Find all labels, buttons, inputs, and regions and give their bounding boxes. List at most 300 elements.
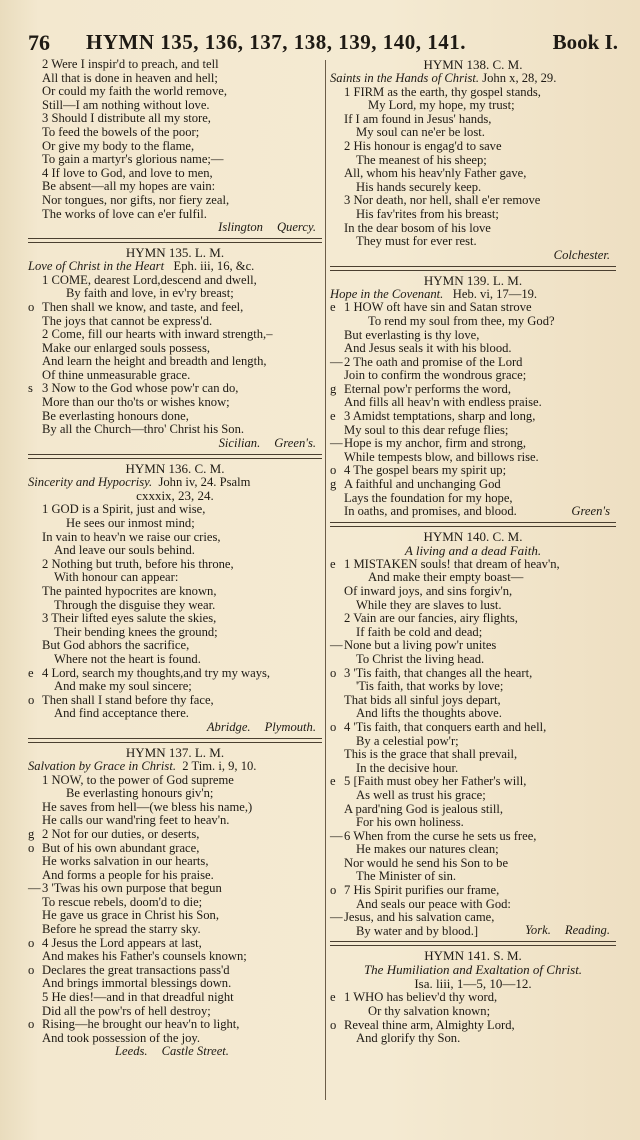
dynamic-mark: e — [330, 774, 336, 789]
hymn-divider — [28, 454, 322, 459]
verse-line — [330, 315, 616, 329]
dynamic-mark: g — [28, 826, 35, 841]
verse-text: By water and by blood.] — [356, 923, 479, 938]
verse-text: Did all the pow'rs of hell destroy; — [42, 1003, 211, 1018]
verse-text: He saves from hell—(we bless his name,) — [42, 799, 253, 814]
verse-line — [330, 86, 616, 100]
verse-text: If faith be cold and dead; — [356, 624, 483, 639]
verse-text: And Jesus seals it with his blood. — [344, 341, 512, 356]
verse-text: For his own holiness. — [356, 815, 464, 830]
verse-text: In vain to heav'n we raise our cries, — [42, 529, 221, 544]
verse-text: And find acceptance there. — [54, 706, 189, 721]
verse-line — [330, 208, 616, 222]
verse-text: And makes his Father's counsels known; — [42, 949, 247, 964]
verse-text: Or thy salvation known; — [368, 1004, 491, 1019]
scripture-ref: 2 Tim. i, 9, 10. — [182, 758, 257, 773]
verse-text: Of thine unmeasurable grace. — [42, 367, 191, 382]
verse-text: 3 Nor death, nor hell, shall e'er remove — [344, 193, 541, 208]
verse-text: Or give my body to the flame, — [42, 138, 195, 153]
verse-text: Of inward joys, and sins forgiv'n, — [344, 584, 513, 598]
verse-text: 5 He dies!—and in that dreadful night — [42, 990, 234, 1005]
tune-name: Plymouth. — [264, 719, 316, 734]
scripture-ref: Isa. liii, 1—5, 10—12. — [414, 976, 532, 992]
verse-text: They must for ever rest. — [356, 234, 477, 249]
page-header — [28, 30, 618, 56]
hymn-subject-line — [28, 760, 322, 774]
hymn-subject: Love of Christ in the Heart — [28, 259, 165, 274]
verse-text: With honour can appear: — [54, 570, 179, 585]
verse-text: 3 Amidst temptations, sharp and long, — [344, 409, 536, 424]
verse-text: Reveal thine arm, Almighty Lord, — [344, 1017, 515, 1032]
verse-line — [28, 558, 322, 572]
verse-line — [330, 235, 616, 249]
verse-line — [28, 85, 322, 99]
verse-line — [28, 653, 322, 667]
verse-line — [330, 396, 616, 410]
verse-text: To feed the bowels of the poor; — [42, 124, 200, 139]
verse-line — [330, 478, 616, 492]
verse-line — [28, 680, 322, 694]
hymn-subject: The Humiliation and Exaltation of Christ. — [363, 962, 583, 978]
verse-line — [330, 451, 616, 465]
tune-names-137 — [28, 1045, 322, 1059]
verse-text: And took possession of the joy. — [42, 1030, 200, 1045]
tune-name: Reading. — [564, 923, 610, 938]
verse-text: To gain a martyr's glorious name;— — [42, 152, 224, 167]
verse-text: But God abhors the sacrifice, — [42, 638, 190, 653]
book-label: Book I. — [552, 30, 618, 54]
verse-text: 4 'Tis faith, that conquers earth and hell, — [344, 719, 547, 734]
verse-text: To rescue rebels, doom'd to die; — [42, 894, 203, 909]
verse-line — [28, 964, 322, 978]
hymn-divider — [330, 266, 616, 271]
right-column — [330, 58, 616, 1046]
hymn-136 — [28, 462, 322, 735]
verse-line — [28, 937, 322, 951]
tune-name: Quercy. — [276, 220, 316, 235]
verse-line — [330, 991, 616, 1005]
verse-text: All, whom his heav'nly Father gave, — [344, 166, 527, 181]
verse-text: He works salvation in our hearts, — [42, 854, 209, 869]
verse-line — [330, 492, 616, 506]
hymn-verses — [330, 301, 616, 519]
verse-line — [330, 222, 616, 236]
dynamic-mark: o — [28, 299, 35, 314]
verse-line — [28, 301, 322, 315]
verse-text: 'Tis faith, that works by love; — [356, 679, 504, 694]
verse-text: 2 Come, fill our hearts with inward strength,– — [42, 327, 273, 342]
verse-line — [28, 544, 322, 558]
dynamic-mark: e — [330, 990, 336, 1005]
hymn-subject: Hope in the Covenant. — [330, 286, 444, 301]
verse-text: 2 Vain are our fancies, airy flights, — [344, 611, 518, 626]
left-column — [28, 58, 322, 1059]
verse-line — [28, 274, 322, 288]
verse-line — [330, 911, 616, 925]
verse-line — [330, 1005, 616, 1019]
verse-text: To rend my soul from thee, my God? — [368, 313, 555, 328]
verse-line — [330, 884, 616, 898]
verse-text: And lifts the thoughts above. — [356, 706, 502, 721]
hymn-subject: Saints in the Hands of Christ. — [330, 71, 480, 85]
scripture-ref-cont: cxxxix, 23, 24. — [136, 488, 214, 504]
verse-text: Eternal pow'r performs the word, — [344, 381, 511, 396]
verse-text: 2 Nothing but truth, before his throne, — [42, 556, 234, 571]
tune-name: York. — [525, 923, 551, 938]
hymn-heading: HYMN 137. L. M. — [125, 744, 225, 760]
verse-line — [330, 803, 616, 817]
verse-line — [28, 423, 322, 437]
verse-text: 4 If love to God, and love to men, — [42, 165, 213, 180]
verse-text: That bids all sinful joys depart, — [344, 692, 501, 707]
verse-line — [28, 328, 322, 342]
verse-line — [28, 72, 322, 86]
hymn-subject: A living and a dead Faith. — [404, 542, 542, 558]
verse-line — [28, 517, 322, 531]
verse-line — [28, 977, 322, 991]
verse-text: Or could my faith the world remove, — [42, 84, 228, 99]
verse-line — [330, 680, 616, 694]
tune-names-134 — [28, 221, 322, 235]
verse-text: But everlasting is thy love, — [344, 327, 480, 342]
dynamic-mark: e — [330, 409, 336, 424]
verse-text: Through the disguise they wear. — [54, 597, 216, 612]
verse-line — [330, 558, 616, 572]
dynamic-mark: — — [330, 638, 343, 653]
verse-text: If I am found in Jesus' hands, — [344, 111, 492, 126]
verse-text: 1 MISTAKEN souls! that dream of heav'n, — [344, 556, 560, 571]
verse-line — [330, 925, 616, 939]
verse-line — [28, 153, 322, 167]
dynamic-mark: — — [330, 354, 343, 369]
verse-text: 4 Lord, search my thoughts,and try my ways, — [42, 665, 271, 680]
verse-line — [28, 991, 322, 1005]
dynamic-mark: g — [330, 381, 337, 396]
verse-line — [28, 909, 322, 923]
hymn-135 — [28, 246, 322, 451]
verse-text: By all the Church—thro' Christ his Son. — [42, 422, 245, 437]
verse-line — [28, 342, 322, 356]
tune-names-136 — [28, 721, 322, 735]
tune-name: Green's. — [274, 435, 316, 450]
verse-text: By faith and love, in ev'ry breast; — [66, 286, 234, 301]
verse-line — [28, 801, 322, 815]
verse-text: His hands securely keep. — [356, 179, 482, 194]
verse-line — [28, 1018, 322, 1032]
verse-text: Rising—he brought our heav'n to light, — [42, 1017, 240, 1032]
dynamic-mark: o — [330, 665, 337, 680]
verse-line — [330, 424, 616, 438]
verse-line — [28, 585, 322, 599]
dynamic-mark: s — [28, 381, 33, 396]
verse-line — [28, 571, 322, 585]
verse-line — [28, 315, 322, 329]
dynamic-mark: — — [28, 881, 41, 896]
verse-text: To Christ the living head. — [356, 651, 485, 666]
verse-line — [28, 626, 322, 640]
verse-line — [28, 208, 322, 222]
verse-text: 1 WHO has believ'd thy word, — [344, 990, 498, 1005]
verse-text: Jesus, and his salvation came, — [344, 910, 495, 925]
verse-line — [330, 735, 616, 749]
verse-text: Be everlasting honours giv'n; — [66, 786, 214, 801]
verse-line — [28, 503, 322, 517]
dynamic-mark: — — [330, 828, 343, 843]
verse-text: In oaths, and promises, and blood. — [344, 504, 517, 519]
verse-text: 3 Should I distribute all my store, — [42, 111, 211, 126]
verse-line — [28, 896, 322, 910]
verse-line — [28, 1032, 322, 1046]
verse-text: A pard'ning God is jealous still, — [344, 801, 503, 816]
verse-line — [28, 382, 322, 396]
dynamic-mark: o — [330, 883, 337, 898]
dynamic-mark: e — [330, 556, 336, 571]
verse-text: While they are slaves to lust. — [356, 597, 502, 612]
verse-text: He makes our natures clean; — [356, 842, 499, 857]
verse-line — [330, 342, 616, 356]
verse-text: Before he spread the starry sky. — [42, 922, 201, 937]
hymn-verses — [330, 991, 616, 1045]
tune-name: Green's — [571, 503, 610, 518]
running-title: HYMN 135, 136, 137, 138, 139, 140, 141. — [86, 30, 466, 54]
verse-text: Be everlasting honours done, — [42, 408, 189, 423]
verse-text: The works of love can e'er fulfil. — [42, 206, 207, 221]
hymn-heading: HYMN 138. C. M. — [423, 57, 523, 72]
verse-text: Their bending knees the ground; — [54, 624, 218, 639]
verse-text: 1 HOW oft have sin and Satan strove — [344, 300, 532, 315]
hymn-divider — [28, 738, 322, 743]
verse-line — [330, 1032, 616, 1046]
verse-text: And leave our souls behind. — [54, 543, 195, 558]
verse-text: 1 NOW, to the power of God supreme — [42, 772, 234, 787]
verse-line — [330, 181, 616, 195]
verse-text: Nor tongues, nor gifts, nor fiery zeal, — [42, 192, 230, 207]
hymn-divider — [330, 522, 616, 527]
verse-text: 2 Not for our duties, or deserts, — [42, 826, 200, 841]
hymn-141 — [330, 949, 616, 1045]
hymn-subject: Sincerity and Hypocrisy. — [28, 474, 153, 489]
verse-text: The meanest of his sheep; — [356, 152, 487, 167]
dynamic-mark: o — [330, 719, 337, 734]
verse-text: None but a living pow'r unites — [344, 638, 497, 653]
verse-line — [330, 167, 616, 181]
verse-text: 3 'Tis faith, that changes all the heart, — [344, 665, 533, 680]
verse-text: As well as trust his grace; — [356, 787, 486, 802]
verse-text: Then shall I stand before thy face, — [42, 692, 214, 707]
hymn-verses — [28, 774, 322, 1046]
verse-text: Join to confirm the wondrous grace; — [344, 368, 527, 383]
verse-text: Where not the heart is found. — [54, 651, 201, 666]
verse-line — [330, 612, 616, 626]
tune-name: Islington — [218, 220, 263, 235]
verse-line — [330, 1019, 616, 1033]
verse-text: And glorify thy Son. — [356, 1031, 461, 1046]
verse-line — [28, 194, 322, 208]
verse-text: 4 The gospel bears my spirit up; — [344, 463, 507, 478]
hymn-heading: HYMN 141. S. M. — [424, 948, 522, 964]
verse-text: 1 GOD is a Spirit, just and wise, — [42, 502, 206, 517]
verse-line — [330, 843, 616, 857]
tune-names-138 — [330, 249, 616, 263]
verse-text: He gave us grace in Christ his Son, — [42, 908, 219, 923]
verse-text: This is the grace that shall prevail, — [344, 747, 518, 762]
verse-line — [330, 762, 616, 776]
scripture-ref: Eph. iii, 16, &c. — [173, 259, 255, 274]
verse-text: And fills all heav'n with endless praise. — [344, 395, 542, 410]
verse-line — [330, 571, 616, 585]
verse-text: And make my soul sincere; — [54, 679, 192, 694]
dynamic-mark: — — [330, 436, 343, 451]
dynamic-mark: e — [330, 300, 336, 315]
verse-line — [330, 585, 616, 599]
hymn-heading: HYMN 140. C. M. — [423, 528, 523, 544]
verse-text: But of his own abundant grace, — [42, 840, 200, 855]
verse-line — [330, 639, 616, 653]
verse-text: 5 [Faith must obey her Father's will, — [344, 774, 527, 789]
verse-line — [28, 707, 322, 721]
verse-line — [330, 140, 616, 154]
scripture-ref: John x, 28, 29. — [482, 71, 557, 85]
verse-text: He calls our wand'ring feet to heav'n. — [42, 813, 230, 828]
verse-text: The Minister of sin. — [356, 869, 457, 884]
verse-line — [330, 194, 616, 208]
tune-name: Abridge. — [206, 719, 251, 734]
verse-text: Nor would he send his Son to be — [344, 855, 509, 870]
verse-text: 7 His Spirit purifies our frame, — [344, 883, 500, 898]
dynamic-mark: o — [28, 840, 35, 855]
verse-line — [28, 787, 322, 801]
hymn-heading: HYMN 139. L. M. — [423, 272, 523, 288]
verse-text: In the decisive hour. — [356, 760, 459, 775]
verse-line — [330, 667, 616, 681]
verse-text: In the dear bosom of his love — [344, 220, 491, 235]
dynamic-mark: o — [330, 463, 337, 478]
verse-text: Still—I am nothing without love. — [42, 97, 210, 112]
verse-line — [28, 828, 322, 842]
verse-text: My Lord, my hope, my trust; — [368, 98, 515, 113]
verse-line — [330, 599, 616, 613]
verse-line — [330, 748, 616, 762]
verse-text: And make their empty boast— — [368, 570, 524, 585]
verse-text: 4 Jesus the Lord appears at last, — [42, 935, 202, 950]
hymn-subject: Salvation by Grace in Christ. — [28, 758, 176, 773]
column-divider — [325, 60, 326, 1100]
verse-line — [330, 789, 616, 803]
verse-line — [330, 154, 616, 168]
verse-line — [28, 814, 322, 828]
verse-line — [330, 626, 616, 640]
dynamic-mark: o — [330, 1017, 337, 1032]
verse-line — [330, 870, 616, 884]
verse-text: And forms a people for his praise. — [42, 867, 214, 882]
verse-text: Be absent—all my hopes are vain: — [42, 179, 216, 194]
verse-text: The joys that cannot be express'd. — [42, 313, 213, 328]
verse-text: 1 COME, dearest Lord,descend and dwell, — [42, 272, 257, 287]
dynamic-mark: g — [330, 477, 337, 492]
verse-line — [28, 355, 322, 369]
verse-text: The painted hypocrites are known, — [42, 584, 217, 598]
verse-text: My soul to this dear refuge flies; — [344, 422, 509, 437]
verse-text: Make our enlarged souls possess, — [42, 340, 211, 355]
verse-text: His fav'rites from his breast; — [356, 206, 499, 221]
verse-text: And brings immortal blessings down. — [42, 976, 232, 991]
hymn-subject-line — [330, 72, 616, 86]
verse-line — [330, 369, 616, 383]
verse-line — [330, 437, 616, 451]
verse-text: All that is done in heaven and hell; — [42, 70, 218, 85]
verse-line — [28, 369, 322, 383]
verse-line — [28, 126, 322, 140]
verse-line — [330, 329, 616, 343]
verse-line — [330, 707, 616, 721]
verse-text: 2 Were I inspir'd to preach, and tell — [42, 57, 219, 71]
verse-line — [330, 830, 616, 844]
page-number: 76 — [28, 30, 50, 55]
tune-name: Sicilian. — [218, 435, 261, 450]
verse-line — [28, 287, 322, 301]
hymn-heading: HYMN 136. C. M. — [125, 460, 225, 476]
scripture-ref: John iv, 24. Psalm — [158, 474, 251, 489]
hymn-134-continuation — [28, 58, 322, 221]
tune-names-135 — [28, 437, 322, 451]
hymn-divider — [28, 238, 322, 243]
verse-text: Lays the foundation for my hope, — [344, 490, 513, 505]
verse-line — [330, 694, 616, 708]
verse-line — [330, 775, 616, 789]
verse-text: While tempests blow, and billows rise. — [344, 449, 539, 464]
verse-line — [330, 464, 616, 478]
verse-line — [28, 140, 322, 154]
dynamic-mark: e — [28, 665, 34, 680]
verse-line — [330, 410, 616, 424]
tune-name: Colchester. — [553, 247, 610, 262]
hymn-verses — [330, 86, 616, 249]
hymn-heading: HYMN 135. L. M. — [125, 245, 225, 261]
verse-line — [330, 653, 616, 667]
verse-line — [330, 99, 616, 113]
hymn-137 — [28, 746, 322, 1059]
verse-line — [28, 774, 322, 788]
verse-line — [28, 531, 322, 545]
hymn-140 — [330, 530, 616, 939]
verse-line — [330, 301, 616, 315]
verse-text: 2 His honour is engag'd to save — [344, 138, 502, 153]
verse-line — [28, 842, 322, 856]
verse-line — [28, 639, 322, 653]
verse-text: 2 The oath and promise of the Lord — [344, 354, 523, 369]
verse-text: More than our tho'ts or wishes know; — [42, 395, 230, 410]
verse-text: 3 'Twas his own purpose that begun — [42, 881, 222, 896]
verse-line — [28, 58, 322, 72]
dynamic-mark: o — [28, 962, 35, 977]
verse-line — [28, 410, 322, 424]
verse-line — [28, 667, 322, 681]
verse-line — [28, 99, 322, 113]
verse-text: And seals our peace with God: — [356, 896, 511, 911]
verse-line — [28, 599, 322, 613]
tune-name: Leeds. — [115, 1044, 148, 1059]
verse-text: Declares the great transactions pass'd — [42, 962, 230, 977]
hymn-verses — [28, 274, 322, 437]
verse-text: Hope is my anchor, firm and strong, — [344, 436, 527, 451]
verse-text: And learn the height and breadth and length, — [42, 354, 267, 369]
verse-line — [330, 383, 616, 397]
hymn-subject-line — [28, 476, 322, 490]
hymn-verses — [28, 503, 322, 721]
scripture-ref: Heb. vi, 17—19. — [452, 286, 538, 301]
verse-line — [330, 505, 616, 519]
hymn-139 — [330, 274, 616, 519]
